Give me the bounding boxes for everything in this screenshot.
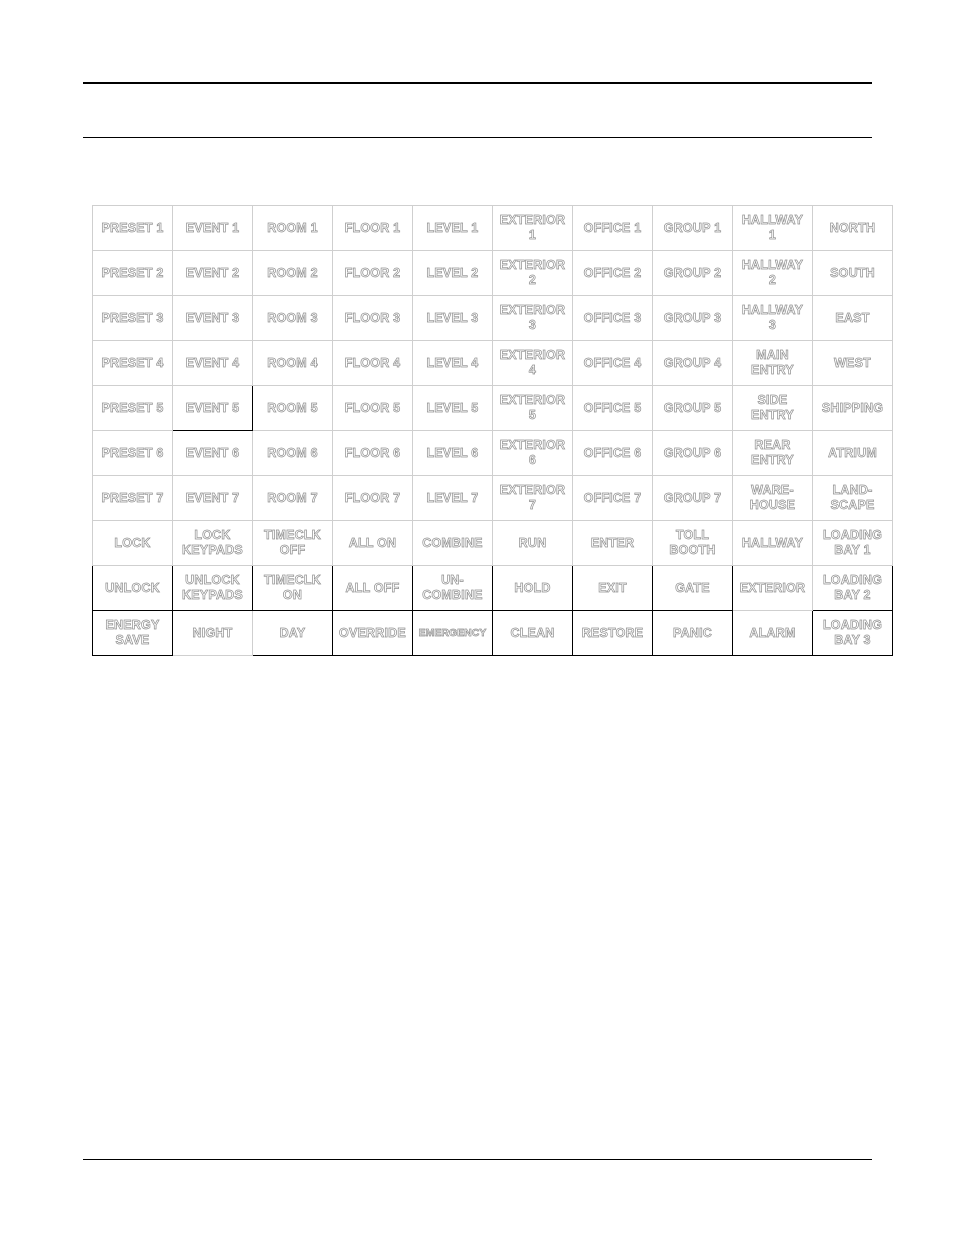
label-cell: EVENT 6 [173, 431, 253, 476]
label-cell: REAR ENTRY [733, 431, 813, 476]
label-cell: PRESET 1 [93, 206, 173, 251]
label-cell: LEVEL 7 [413, 476, 493, 521]
label-cell: EVENT 3 [173, 296, 253, 341]
label-cell: OFFICE 4 [573, 341, 653, 386]
label-cell: EVENT 4 [173, 341, 253, 386]
grid-row [93, 206, 893, 251]
label-cell: HALLWAY 2 [733, 251, 813, 296]
label-cell: EXTERIOR 4 [493, 341, 573, 386]
header-rule-bottom [83, 137, 872, 138]
label-cell: OFFICE 3 [573, 296, 653, 341]
label-cell: DAY [253, 611, 333, 656]
label-cell: HALLWAY 3 [733, 296, 813, 341]
label-cell: LOADING BAY 3 [813, 611, 893, 656]
label-cell: GROUP 5 [653, 386, 733, 431]
label-cell: LEVEL 1 [413, 206, 493, 251]
label-cell: SIDE ENTRY [733, 386, 813, 431]
label-cell: EXTERIOR 7 [493, 476, 573, 521]
label-cell: CLEAN [493, 611, 573, 656]
label-cell: OVERRIDE [333, 611, 413, 656]
footer-rule [83, 1159, 872, 1160]
label-cell: NIGHT [173, 611, 253, 656]
label-cell: HOLD [493, 566, 573, 611]
label-cell: FLOOR 1 [333, 206, 413, 251]
label-cell: LOCK KEYPADS [173, 521, 253, 566]
label-cell: OFFICE 1 [573, 206, 653, 251]
label-cell: ENERGY SAVE [93, 611, 173, 656]
label-cell: FLOOR 2 [333, 251, 413, 296]
label-cell: EVENT 5 [173, 386, 253, 431]
label-cell: TIMECLK OFF [253, 521, 333, 566]
label-cell: ROOM 5 [253, 386, 333, 431]
label-cell: EXTERIOR 3 [493, 296, 573, 341]
label-cell: UN- COMBINE [413, 566, 493, 611]
label-cell: FLOOR 4 [333, 341, 413, 386]
label-cell: GROUP 2 [653, 251, 733, 296]
label-cell: GROUP 7 [653, 476, 733, 521]
label-cell: FLOOR 7 [333, 476, 413, 521]
grid-row [93, 341, 893, 386]
label-cell: LOADING BAY 1 [813, 521, 893, 566]
label-cell: EXTERIOR 5 [493, 386, 573, 431]
label-cell: HALLWAY [733, 521, 813, 566]
label-cell: OFFICE 7 [573, 476, 653, 521]
label-cell: GROUP 3 [653, 296, 733, 341]
label-cell: GROUP 4 [653, 341, 733, 386]
label-cell: PRESET 7 [93, 476, 173, 521]
label-cell: GROUP 6 [653, 431, 733, 476]
label-cell: ROOM 7 [253, 476, 333, 521]
label-cell: FLOOR 5 [333, 386, 413, 431]
label-cell: OFFICE 2 [573, 251, 653, 296]
label-cell: EMERGENCY [413, 611, 493, 656]
label-cell: ALARM [733, 611, 813, 656]
label-cell: FLOOR 3 [333, 296, 413, 341]
label-cell: ENTER [573, 521, 653, 566]
label-cell: RUN [493, 521, 573, 566]
label-cell: PRESET 5 [93, 386, 173, 431]
label-cell: LEVEL 2 [413, 251, 493, 296]
label-cell: SHIPPING [813, 386, 893, 431]
button-label-grid [92, 205, 893, 656]
label-cell: GROUP 1 [653, 206, 733, 251]
label-cell: FLOOR 6 [333, 431, 413, 476]
label-cell: LEVEL 6 [413, 431, 493, 476]
label-grid-body [93, 206, 893, 656]
label-cell: ROOM 2 [253, 251, 333, 296]
label-cell: MAIN ENTRY [733, 341, 813, 386]
label-cell: TIMECLK ON [253, 566, 333, 611]
label-cell: UNLOCK [93, 566, 173, 611]
label-cell: OFFICE 5 [573, 386, 653, 431]
label-cell: EXTERIOR 6 [493, 431, 573, 476]
label-cell: SOUTH [813, 251, 893, 296]
label-cell: WEST [813, 341, 893, 386]
label-cell: TOLL BOOTH [653, 521, 733, 566]
header-rule-top [83, 82, 872, 84]
label-cell: UNLOCK KEYPADS [173, 566, 253, 611]
label-cell: ATRIUM [813, 431, 893, 476]
label-cell: ROOM 3 [253, 296, 333, 341]
label-cell: ROOM 1 [253, 206, 333, 251]
label-cell: RESTORE [573, 611, 653, 656]
grid-row [93, 386, 893, 431]
label-cell: LEVEL 3 [413, 296, 493, 341]
label-cell: ALL OFF [333, 566, 413, 611]
grid-row [93, 251, 893, 296]
label-cell: PRESET 2 [93, 251, 173, 296]
label-cell: ROOM 6 [253, 431, 333, 476]
label-cell: LAND- SCAPE [813, 476, 893, 521]
label-cell: PANIC [653, 611, 733, 656]
label-cell: EVENT 7 [173, 476, 253, 521]
label-cell: PRESET 3 [93, 296, 173, 341]
label-cell: COMBINE [413, 521, 493, 566]
grid-row [93, 611, 893, 656]
grid-row [93, 566, 893, 611]
label-cell: EAST [813, 296, 893, 341]
label-cell: EVENT 1 [173, 206, 253, 251]
label-cell: PRESET 4 [93, 341, 173, 386]
grid-row [93, 431, 893, 476]
grid-row [93, 476, 893, 521]
label-cell: LEVEL 4 [413, 341, 493, 386]
label-cell: NORTH [813, 206, 893, 251]
label-cell: PRESET 6 [93, 431, 173, 476]
label-cell: GATE [653, 566, 733, 611]
label-cell: EXTERIOR [733, 566, 813, 611]
grid-row [93, 521, 893, 566]
label-cell: EVENT 2 [173, 251, 253, 296]
label-cell: LOCK [93, 521, 173, 566]
label-cell: ROOM 4 [253, 341, 333, 386]
label-cell: EXTERIOR 1 [493, 206, 573, 251]
label-cell: OFFICE 6 [573, 431, 653, 476]
label-cell: ALL ON [333, 521, 413, 566]
label-cell: WARE- HOUSE [733, 476, 813, 521]
label-cell: LEVEL 5 [413, 386, 493, 431]
label-cell: LOADING BAY 2 [813, 566, 893, 611]
grid-row [93, 296, 893, 341]
label-cell: EXTERIOR 2 [493, 251, 573, 296]
label-cell: HALLWAY 1 [733, 206, 813, 251]
label-cell: EXIT [573, 566, 653, 611]
